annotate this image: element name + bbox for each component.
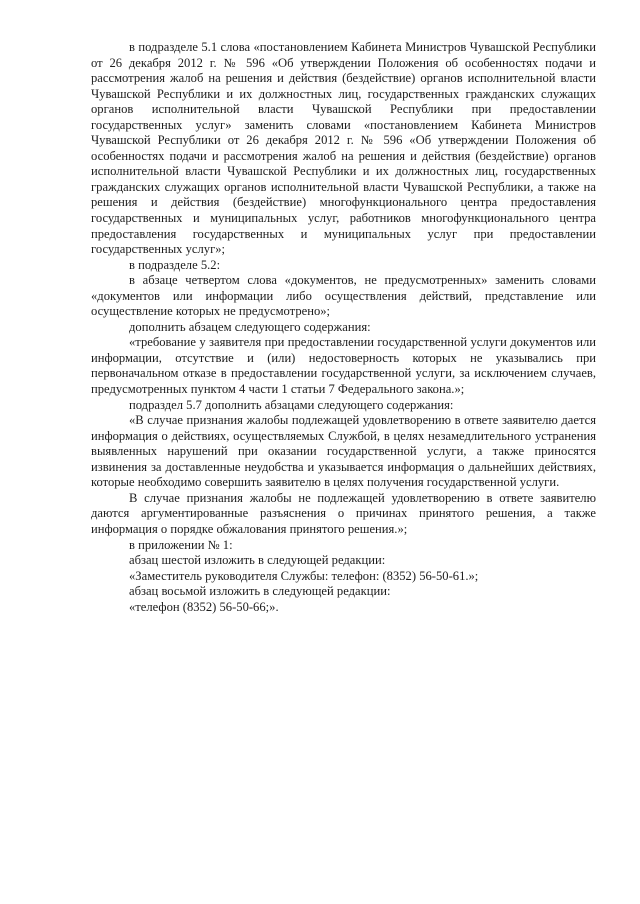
paragraph: «В случае признания жалобы подлежащей удовлетворению в ответе заявителю дается информация о действиях, осуществляемых Службой, в целях незамедлительного устранения выявленных нарушений при оказании государственной услуги, а также приносятся извинения за доставленные неудобства и указывается информация о дальнейших действиях, которые необходимо совершить заявителю в целях получения государственной услуги.: [91, 413, 596, 490]
paragraph: «телефон (8352) 56-50-66;».: [129, 599, 279, 614]
paragraph: в подразделе 5.1 слова «постановлением Кабинета Министров Чувашской Республики от 26 декабря 2012 г. № 596 «Об утверждении Положения об особенностях подачи и рассмотрения жалоб на решения и действия (бездействие) органов исполнительной власти Чувашской Республики и их должностных лиц, государственных гражданских служащих органов исполнительной власти Чувашской Республики при предоставлении государственных услуг» заменить словами «постановлением Кабинета Министров Чувашской Республики от 26 декабря 2012 г. № 596 «Об утверждении Положения об особенностях подачи и рассмотрения жалоб на решения и действия (бездействие) органов исполнительной власти Чувашской Республики и их должностных лиц, государственных гражданских служащих органов исполнительной власти Чувашской Республики, а также на решения и действия (бездействие) многофункционального центра предоставления государственных и муниципальных услуг, работников многофункционального центра предоставления государственных и муниципальных услуг при предоставлении государственных услуг»;: [91, 40, 596, 257]
paragraph: в подразделе 5.2:: [129, 257, 221, 272]
paragraph: подраздел 5.7 дополнить абзацами следующего содержания:: [129, 397, 454, 412]
paragraph: абзац шестой изложить в следующей редакции:: [129, 553, 386, 568]
paragraph: дополнить абзацем следующего содержания:: [129, 319, 371, 334]
paragraph: В случае признания жалобы не подлежащей удовлетворению в ответе заявителю даются аргументированные разъяснения о причинах принятого решения, а также информация о порядке обжалования принятого решения.»;: [91, 490, 596, 536]
paragraph: абзац восьмой изложить в следующей редакции:: [129, 584, 391, 599]
document-page: [91, 40, 596, 615]
paragraph: «требование у заявителя при предоставлении государственной услуги документов или информации, отсутствие и (или) недостоверность которых не указывались при первоначальном отказе в предоставлении государственной услуги, за исключением случаев, предусмотренных пунктом 4 части 1 статьи 7 Федерального закона.»;: [91, 335, 596, 397]
paragraph: в приложении № 1:: [129, 537, 233, 552]
paragraph: в абзаце четвертом слова «документов, не предусмотренных» заменить словами «документов или информации либо осуществления действий, представление или осуществление которых не предусмотрено»;: [91, 273, 596, 319]
paragraph: «Заместитель руководителя Службы: телефон: (8352) 56-50-61.»;: [129, 568, 479, 583]
